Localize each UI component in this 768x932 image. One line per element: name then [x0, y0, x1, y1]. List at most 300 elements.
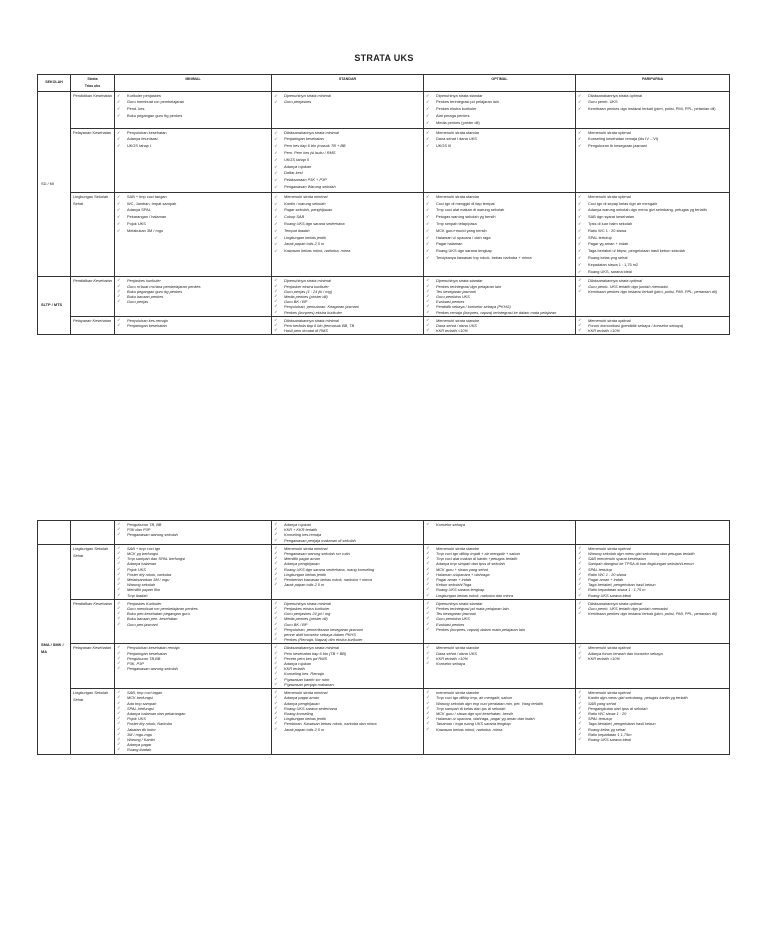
list-item: ✓ Kawasan bebas rokok, narkoba, minra — [426, 727, 573, 732]
component-label: Lingkungan Sekolah Sehat — [71, 689, 115, 754]
list-item: ✓ Kantin dgn menu gizi seimbang, petugas kantin yg terlatih — [578, 695, 727, 700]
list-item: ✓ Pem kesehatan tiap 6 bln (TB + BB) — [274, 651, 421, 656]
list-item: ✓ Guru pembina UKS — [426, 616, 573, 621]
component-label: Pelayanan Kesehatan — [71, 644, 115, 689]
list-item: ✓ Kurikuler penjaskes — [117, 93, 269, 100]
minimal-cell — [115, 599, 272, 644]
standar-cell — [272, 599, 424, 644]
list-item: ✓ Adanya rujukan — [274, 661, 421, 666]
list-item: ✓ Poster ttty rokok, narkoba — [117, 572, 269, 577]
list-item: ✓ UKGS III — [426, 143, 573, 150]
list-item: ✓ Kebun sekolah/Toga — [426, 582, 573, 587]
list-item: ✓ Ruang UKS sarana sederhana — [274, 706, 421, 711]
list-item: ✓ Lingkungan bebas rokok, narkoba dan minra — [426, 593, 573, 598]
table-row — [38, 544, 730, 599]
header-minimal: MINIMAL — [115, 75, 272, 92]
list-item: ✓ Guru membuat rcn pembelajaran — [117, 99, 269, 106]
standar-cell — [272, 544, 424, 599]
table-header-row — [38, 75, 730, 92]
list-item: ✓ Terciptanya kawasan tnp rokok, bebas narkoba + minra — [426, 255, 573, 262]
list-item: ✓ Adanya rujukan — [274, 522, 421, 527]
list-item: ✓ Ruang UKS sarana ideal — [578, 593, 727, 598]
list-item: ✓ Adanya penghijauan — [274, 701, 421, 706]
header-strata-line2: Trias uks — [84, 83, 101, 88]
list-item: ✓ SPAL tertutup — [578, 235, 727, 242]
list-item: ✓ Ruang UKS dgn sarana sederhana — [274, 221, 421, 228]
list-item: ✓ Tpss di luar halm sekolah — [578, 221, 727, 228]
list-item: ✓ Jabatan dk kotor — [117, 727, 269, 732]
list-item: ✓ Memenuhi strata minimal — [274, 546, 421, 551]
list-item: ✓ Guru penjas (1 : 24 jkl / mg) — [274, 289, 421, 294]
list-item: ✓ Penyuluhan kesehatan — [117, 130, 269, 137]
list-item: ✓ Dilaksanakannya strata minimal — [274, 318, 421, 323]
list-item: ✓ Guru pen.jasmani — [117, 622, 269, 627]
list-item: ✓ Konseling kes.remaja — [274, 532, 421, 537]
list-item: ✓ Pem kerkala tiap 6 bln (termasuk BB, TB — [274, 323, 421, 328]
list-item: ✓ Penyuluhan kes.remaja — [117, 318, 269, 323]
list-item: ✓ Pekarangan / halaman — [117, 214, 269, 221]
list-item: ✓ 3M / mgu-mgu — [117, 732, 269, 737]
list-item: ✓ Tanaman / toga ruang UKS sarana lengkap — [426, 721, 573, 726]
tier-label-sd-mi: SD / MI — [38, 91, 71, 277]
list-item: ✓ P'gawasan kantin scr rutin — [274, 677, 421, 682]
list-item: ✓ Dilaksanakannya strata optimal — [578, 601, 727, 606]
list-item: ✓ Adanya pagar — [117, 742, 269, 747]
table-row — [38, 91, 730, 128]
header-sekolah: SEKOLAH — [38, 75, 71, 92]
optimal-cell — [424, 277, 576, 316]
list-item: ✓ Pelaksanaan P3K + P3P — [274, 177, 421, 184]
list-item: ✓ Konselor sebaya — [426, 661, 573, 666]
list-item: ✓ Pendidik sebaya / konselor sebaya (PKHG) — [426, 304, 573, 309]
list-item: ✓ Kemitraan penkes dgn instansi terkait (pkm, polisi, PMI, PPL, petanian dll) — [578, 106, 727, 113]
paripurna-cell — [576, 544, 730, 599]
list-item: ✓ Memenuhi strata minimal — [274, 194, 421, 201]
list-item: ✓ Tmp cuci tgn dilkkp tmp, air mengalir, sabun — [426, 695, 573, 700]
paripurna-cell — [576, 644, 730, 689]
list-item: ✓ Tes kesegaran jasmani — [426, 289, 573, 294]
list-item: ✓ Taga berlabel, pengelolaan hasil kebun — [578, 721, 727, 726]
list-item: ✓ Ruang konseling — [274, 711, 421, 716]
list-item: ✓ Alat peraga penkes — [426, 113, 573, 120]
paripurna-cell — [576, 91, 730, 128]
list-item: ✓ Ruang UKS, sarana ideal — [578, 269, 727, 276]
list-item: ✓ Penjaskes ekstra kurikuler — [274, 606, 421, 611]
list-item: ✓ Memenuhi strata optimal — [578, 690, 727, 695]
standar-cell — [272, 316, 424, 335]
list-item: ✓ Pengawasan warung sekolah scr rutin — [274, 551, 421, 556]
list-item: ✓ Memenuhi strata standar — [426, 194, 573, 201]
table-row — [38, 316, 730, 335]
list-item: ✓ Pojok UKS — [117, 221, 269, 228]
minimal-cell — [115, 316, 272, 335]
list-item: ✓ Pengukuran tk kesegaran jasmani — [578, 143, 727, 150]
list-item: ✓ Adanya imunisasi — [117, 136, 269, 143]
optimal-cell — [424, 316, 576, 335]
list-item: ✓ UKGS tahap II — [274, 157, 421, 164]
minimal-cell — [115, 128, 272, 192]
list-item: ✓ Tes kesegaran jasmani — [426, 611, 573, 616]
header-paripurna: PARIPURNA — [576, 75, 730, 92]
list-item: ✓ Adanya SPAL — [117, 207, 269, 214]
standar-cell — [272, 192, 424, 277]
paripurna-cell — [576, 128, 730, 192]
list-item: ✓ Sampah diangkut ke TPSA di luar lingkungan sekolah/Lemon — [578, 561, 727, 566]
list-item: ✓ Evaluasi penkes — [426, 299, 573, 304]
list-item: ✓ penne aktif konselor sebaya dalam PKHS — [274, 632, 421, 637]
list-item: ✓ SAB yang sehat — [578, 701, 727, 706]
strata-table-sd-sltp — [37, 74, 730, 335]
paripurna-cell — [576, 316, 730, 335]
tier-label-sltp-mts: SLTP / MTS — [38, 277, 71, 335]
list-item: ✓ Guru m'buat rnc/ana pembelajaran penkes — [117, 284, 269, 289]
list-item: ✓ Dilaksanakannya strata optimal — [578, 278, 727, 283]
list-item: ✓ Memenuhi strata optimal — [578, 194, 727, 201]
paripurna-cell — [576, 277, 730, 316]
list-item: ✓ Dipenuhinya strata minimal — [274, 601, 421, 606]
list-item: ✓ Penkes terintegrasi pd mata pelajaran lain — [426, 606, 573, 611]
list-item: ✓ Dipenuhinya strata standar — [426, 93, 573, 100]
minimal-cell — [115, 644, 272, 689]
list-item: ✓ Pecetn pem kes pd RMS — [274, 656, 421, 661]
list-item: ✓ Pembinan. Kawasan bebas rokok, narkoba dan minra — [274, 721, 421, 726]
list-item: ✓ SAB + tmp cuci tgn — [117, 546, 269, 551]
list-item: ✓ Jarak papan tulis 2,5 m — [274, 582, 421, 587]
list-item: ✓ Konselor sebaya — [426, 522, 573, 527]
component-label: Lingkungan Sekolah Sehat — [71, 544, 115, 599]
list-item: ✓ Dana sehat / dana UKS — [426, 323, 573, 328]
minimal-cell — [115, 277, 272, 316]
list-item: ✓ KKR + KKR terlatih — [274, 527, 421, 532]
list-item: ✓ Pem kes tiap 6 bln (masuk TB + BB — [274, 143, 421, 150]
list-item: ✓ P3K, P3P — [117, 661, 269, 666]
list-item: ✓ P'gawasan penjaja makanan — [274, 682, 421, 687]
list-item: ✓ Tmp simpah tetap/pasa — [426, 221, 573, 228]
list-item: ✓ Pengukuran TB, BB — [117, 522, 269, 527]
list-item: ✓ MCK berfungsi — [117, 695, 269, 700]
list-item: ✓ Jarak papan tulis 2,5 m — [274, 241, 421, 248]
optimal-cell — [424, 599, 576, 644]
list-item: ✓ KKR terlatih >10% — [426, 656, 573, 661]
list-item: ✓ Ruang UKS sarana lengkap — [426, 587, 573, 592]
list-item: ✓ Cuci tgn di sepap kelas dgn air mengalir — [578, 201, 727, 208]
list-item: ✓ Buku pegangan guru ttg penkes — [117, 289, 269, 294]
list-item: ✓ Halaman u/upacara + olahraga — [426, 572, 573, 577]
component-label: Pelayanan Kesehatan — [71, 316, 115, 335]
list-item: ✓ Media penkes (poster dll) — [426, 120, 573, 127]
list-item: ✓ Tmp cuci alat makan di kantin +petugas terlatih — [426, 556, 573, 561]
list-item: ✓ Warung sekolah dgn menu gizi seimbang dan petugas terlatih — [578, 551, 727, 556]
list-item: ✓ Adanya tmp simpah dan tpss di sekolah — [426, 561, 573, 566]
list-item: ✓ Pengawasan Warung sekolah — [274, 184, 421, 191]
list-item: ✓ Konseling kesehatan remaja (kls IV – VI) — [578, 136, 727, 143]
list-item: ✓ Penjaringan kesehatan — [117, 323, 269, 328]
list-item: ✓ Dipenuhinya strata standar — [426, 278, 573, 283]
standar-cell — [272, 277, 424, 316]
list-item: ✓ SAB, tmp cuci tagan — [117, 690, 269, 695]
minimal-cell — [115, 689, 272, 754]
list-item: ✓ Jarak papan tulis 2,5 m — [274, 727, 421, 732]
list-item: ✓ Penkes (konpres, napza) dalam mata pelajaran lain — [426, 627, 573, 632]
page-title: STRATA UKS — [354, 53, 414, 63]
list-item: ✓ Pem. Pem kes jsl buku / RMS — [274, 150, 421, 157]
list-item: ✓ Guru BK / BP — [274, 299, 421, 304]
list-item: ✓ UKGS tahap I — [117, 143, 269, 150]
list-item: ✓ Buku pegangan guru ttg penkes — [117, 113, 269, 120]
list-item: ✓ Media penkes (poster dll) — [274, 294, 421, 299]
list-item: ✓ Adanya penghijauan — [274, 561, 421, 566]
list-item: ✓ Penkes (konpres) ekstra kurikuler — [274, 310, 421, 315]
list-item: ✓ Pengawasan penjaja makanan di sekolah — [274, 538, 421, 543]
list-item: ✓ Hasil pem tircatat di RMS — [274, 328, 421, 333]
optimal-cell — [424, 91, 576, 128]
list-item: ✓ Pengawasan warung sekolah — [117, 666, 269, 671]
list-item: ✓ Penyuluhan kesehatan remaja — [117, 645, 269, 650]
list-item: ✓ Memenuhi strata minimal — [274, 690, 421, 695]
minimal-cell — [115, 544, 272, 599]
list-item: ✓ KKR terlatih >10% — [578, 656, 727, 661]
list-item: ✓ Adanya halaman — [117, 561, 269, 566]
minimal-cell — [115, 521, 272, 545]
list-item: ✓ Melaksanakan 3M / mgu — [117, 577, 269, 582]
list-item: ✓ Dipenuhinya strata minimal — [274, 278, 421, 283]
standar-cell — [272, 644, 424, 689]
list-item: ✓ Melakukan 3M / mgu — [117, 228, 269, 235]
list-item: ✓ Penjaskes kurikuler — [117, 278, 269, 283]
minimal-cell — [115, 91, 272, 128]
list-item: ✓ Pojok UKS — [117, 567, 269, 572]
list-item: ✓ MCK guru + siswa yang sehat — [426, 567, 573, 572]
list-item: ✓ Pojok UKS — [117, 716, 269, 721]
list-item: ✓ Lingkungan bebas jentik — [274, 572, 421, 577]
optimal-cell — [424, 128, 576, 192]
list-item: ✓ Memenuhi strata optimal — [578, 546, 727, 551]
list-item: ✓ SAB + tmp cuci tangan — [117, 194, 269, 201]
list-item: ✓ Ruang UKS sarana ideal — [578, 737, 727, 742]
list-item: ✓ Penkes remaja (konpres, napza) terintegrasi ke dalam mata pelajaran — [426, 310, 573, 315]
header-standar: STANDAR — [272, 75, 424, 92]
list-item: ✓ KKR terlatih <10% — [426, 328, 573, 333]
list-item: ✓ P3K dan P3P — [117, 527, 269, 532]
component-label: Pendidikan Kesehatan — [71, 277, 115, 316]
list-item: ✓ Lingkungan bebas jentik — [274, 716, 421, 721]
list-item: ✓ Dilaksanakannya strata optimal — [578, 93, 727, 100]
header-strata — [71, 75, 115, 92]
list-item: ✓ Memenuhi strata standar — [426, 645, 573, 650]
list-item: ✓ Guru pemb. UKS terlatih dgn jumlah memadai — [578, 606, 727, 611]
list-item: ✓ Memiliki papan film — [117, 587, 269, 592]
optimal-cell — [424, 544, 576, 599]
list-item: ✓ Ruang UKS dgn sarana sederhana, ruang konseling — [274, 567, 421, 572]
list-item: ✓ Pagar halaman — [426, 241, 573, 248]
list-item: ✓ Pagar sekolah, penghijauan — [274, 207, 421, 214]
list-item: ✓ Buku bacaan pen. kesehatan — [117, 616, 269, 621]
list-item: ✓ Ratio WC 1 : 20 siswa — [578, 572, 727, 577]
list-item: ✓ Dipenuhinya strata minimal — [274, 93, 421, 100]
list-item: ✓ SPAL berfungsi — [117, 706, 269, 711]
list-item: ✓ SPAL tertutup — [578, 567, 727, 572]
list-item: ✓ Konseling kes. Remaja — [274, 671, 421, 676]
standar-cell — [272, 521, 424, 545]
list-item: ✓ Memenuhi strata optimal — [578, 645, 727, 650]
list-item: ✓ Pend. kes. — [117, 106, 269, 113]
list-item: ✓ Dipenuhinya strata standar — [426, 601, 573, 606]
minimal-cell — [115, 192, 272, 277]
list-item: ✓ Adanya forum terarah dan konselor sebaya — [578, 651, 727, 656]
list-item: ✓ Guru BK / BP — [274, 622, 421, 627]
list-item: ✓ Memenuhi strata optimal — [578, 130, 727, 137]
list-item: ✓ Ruang ibadah — [117, 747, 269, 752]
standar-cell — [272, 128, 424, 192]
list-item: ✓ Ruang kelas yg sehat — [578, 727, 727, 732]
list-item: ✓ Memiliki pagar aman — [274, 556, 421, 561]
list-item: ✓ Kemitraan penkes dgn instansi terkait (pkm, polisi, PMI, PPL, pertanian dll) — [578, 611, 727, 616]
list-item: ✓ Pagar aman + indah — [578, 577, 727, 582]
table-row — [38, 277, 730, 316]
list-item: ✓ MCK yg berfungsi — [117, 551, 269, 556]
list-item: ✓ Tmp sampah di kelas dan tps di sekolah — [426, 706, 573, 711]
list-item: ✓ Guru pemb. UKS terlatih dgn jumlah memadai — [578, 284, 727, 289]
list-item: ✓ Halaman u/ upacara, olahraga, pagar yg aman dan indah — [426, 716, 573, 721]
list-item: ✓ KKR terlatih >10% — [578, 328, 727, 333]
list-item: ✓ Ratio WC siswa 1 : 20 — [578, 711, 727, 716]
list-item: ✓ Penjaskes Kurikuler — [117, 601, 269, 606]
list-item: ✓ Kawasan bebas rokok, narkoba, minra — [274, 248, 421, 255]
list-item: ✓ Ruang UKS dgn sarana lengkap — [426, 248, 573, 255]
list-item: ✓ Pemberian kawasan bebas rokok, narkoba + minra — [274, 577, 421, 582]
list-item: ✓ SAB memenuhi syarat kesehatan — [578, 556, 727, 561]
list-item: ✓ Buku bacaan penkes — [117, 294, 269, 299]
list-item: ✓ Memenuhi strata standar — [426, 546, 573, 551]
list-item: ✓ Memenuhi strata standar — [426, 130, 573, 137]
list-item: ✓ Daftar kesl — [274, 170, 421, 177]
list-item: ✓ Penyuluhan, pemutaran. Keagaran jasmani — [274, 304, 421, 309]
list-item: ✓ Dana sehat / dana UKS — [426, 136, 573, 143]
list-item: ✓ Penkes terintegrasi pd pelajaran lain — [426, 99, 573, 106]
list-item: ✓ KKR terlatih — [274, 666, 421, 671]
tier-label-sma-smk-ma: SMA / SMK / MA — [38, 544, 71, 754]
component-label: Pendidikan Kesehatan — [71, 599, 115, 644]
list-item: ✓ Cukup SAB — [274, 214, 421, 221]
list-item: ✓ Adanya warung sekolah dgn menu gizi seimbang, petugas yg terlatih — [578, 207, 727, 214]
list-item: ✓ Media penkes (poster dll) — [274, 616, 421, 621]
header-optimal: OPTIMAL — [424, 75, 576, 92]
list-item: ✓ Adanya halaman dan pekarangan — [117, 711, 269, 716]
list-item: ✓ Dana sehat / dana UKS — [426, 651, 573, 656]
paripurna-cell — [576, 689, 730, 754]
list-item: ✓ Warung / Kantin — [117, 737, 269, 742]
list-item: ✓ Taga berlabel u/ bbpsr, pengelolaan hasil kebun sekolah — [578, 248, 727, 255]
list-item: ✓ Ruang kelas yng sehat — [578, 255, 727, 262]
list-item: ✓ Adanya rujukan — [274, 164, 421, 171]
list-item: ✓ Guru penjaskes 24 jpl / mg — [274, 611, 421, 616]
list-item: ✓ memenuhi strata standar — [426, 690, 573, 695]
component-label — [71, 521, 115, 545]
list-item: ✓ Guru penjaskes — [274, 99, 421, 106]
component-label: Pelayanan Kesehatan — [71, 128, 115, 192]
list-item: ✓ Poster ttty rokok, Narkoba — [117, 721, 269, 726]
list-item: ✓ Penyuluhan, pemeriksaan kesegaran jasmani — [274, 627, 421, 632]
list-item: ✓ Ada tmp sampah — [117, 701, 269, 706]
list-item: ✓ Pengawasan warung sekolah — [117, 532, 269, 537]
list-item: ✓ Evaluasi penkes — [426, 622, 573, 627]
list-item: ✓ Forum komunikasi (pendidik sebaya / konselor sebaya) — [578, 323, 727, 328]
list-item: ✓ Penjaringan kesehatan — [117, 651, 269, 656]
list-item: ✓ Cuci tgn di menggki di tiap tempat — [426, 201, 573, 208]
list-item: ✓ Tmp cuci alat makan di warung sekolah — [426, 207, 573, 214]
list-item: ✓ Guru membuat rcn pembelajaran penkes — [117, 606, 269, 611]
list-item: ✓ Kemitraan penkes dgn instansi terkait (pkm, polisi, PMI, PPL, pertanian dll) — [578, 289, 727, 294]
list-item: ✓ Lingkungan bebas jentik — [274, 235, 421, 242]
list-item: ✓ Guru pemb. UKS — [578, 99, 727, 106]
list-item: ✓ Tempat ibadah — [274, 228, 421, 235]
list-item: ✓ Petugas warung sekolah yg bersih — [426, 214, 573, 221]
list-item: ✓ Kepadatan siswa 1 : 1,75 m2 — [578, 262, 727, 269]
list-item: ✓ Pagar yg aman + indah — [578, 241, 727, 248]
paripurna-cell — [576, 192, 730, 277]
table-row — [38, 599, 730, 644]
optimal-cell — [424, 644, 576, 689]
list-item: ✓ Pagar aman + indah — [426, 577, 573, 582]
list-item: ✓ Pengukuran TB,BB — [117, 656, 269, 661]
list-item: ✓ Pengangkutan dari tpss di sekolah — [578, 706, 727, 711]
list-item: ✓ Penkes (Remaja, Napza) dlm ekstra kurikuler — [274, 637, 421, 642]
list-item: ✓ SAB dgn syarat kesehatan — [578, 214, 727, 221]
list-item: ✓ Tmp ibadah — [117, 593, 269, 598]
list-item: ✓ Tmp cuci tgn dilkkp tmpdt + air mengalir + sabun — [426, 551, 573, 556]
list-item: ✓ Dilaksanakannya strata minimal — [274, 130, 421, 137]
list-item: ✓ Penjaringan kesehatan — [274, 136, 421, 143]
list-item: ✓ SPAL tertutup — [578, 716, 727, 721]
list-item: ✓ MCK guru / siswa dgn syrt kesehatan, bersih — [426, 711, 573, 716]
optimal-cell — [424, 689, 576, 754]
header-strata-line1: Strata — [87, 77, 98, 81]
list-item: ✓ Memenuhi strata standar — [426, 318, 573, 323]
table-row — [38, 521, 730, 545]
list-item: ✓ Ratio kepadatan 1 1,75m — [578, 732, 727, 737]
table-row — [38, 689, 730, 754]
list-item: ✓ Kantin / warung sekolah — [274, 201, 421, 208]
list-item: ✓ Tmp sampah dan SPAL berfungsi — [117, 556, 269, 561]
optimal-cell — [424, 521, 576, 545]
list-item: ✓ Memenuhi strata optimal — [578, 318, 727, 323]
optimal-cell — [424, 192, 576, 277]
table-row — [38, 128, 730, 192]
list-item: ✓ Ratio kepadatan siswa 1 : 1,75 m — [578, 587, 727, 592]
list-item: ✓ Halaman u/ upacara / olah raga — [426, 235, 573, 242]
list-item: ✓ WC, Jamban, tmpat sampah — [117, 201, 269, 208]
list-item: ✓ Buku pen.kesehatan pegangan guru — [117, 611, 269, 616]
list-item: ✓ Guru pembina UKS — [426, 294, 573, 299]
component-label: Lingkungan Sekolah Sehat — [71, 192, 115, 277]
table-row — [38, 192, 730, 277]
paripurna-cell — [576, 521, 730, 545]
list-item: ✓ Adanya pagar aman — [274, 695, 421, 700]
list-item: ✓ Dilaksanakannya strata minimal — [274, 645, 421, 650]
list-item: ✓ Penkes ekstra kurikuler — [426, 106, 573, 113]
list-item: ✓ Penjasker ekstra kurikuler — [274, 284, 421, 289]
empty-cell — [38, 521, 71, 545]
table-row — [38, 644, 730, 689]
standar-cell — [272, 91, 424, 128]
list-item: ✓ Taga berlabel, pengelolaan hasil kebun — [578, 582, 727, 587]
list-item: ✓ Warung sekolah — [117, 582, 269, 587]
standar-cell — [272, 689, 424, 754]
list-item: ✓ MCK guru+murid yang bersih — [426, 228, 573, 235]
list-item: ✓ Penkes terintegrasi dgn pelajaran lain — [426, 284, 573, 289]
list-item: ✓ Ratio WC 1 : 20 siswa — [578, 228, 727, 235]
paripurna-cell — [576, 599, 730, 644]
